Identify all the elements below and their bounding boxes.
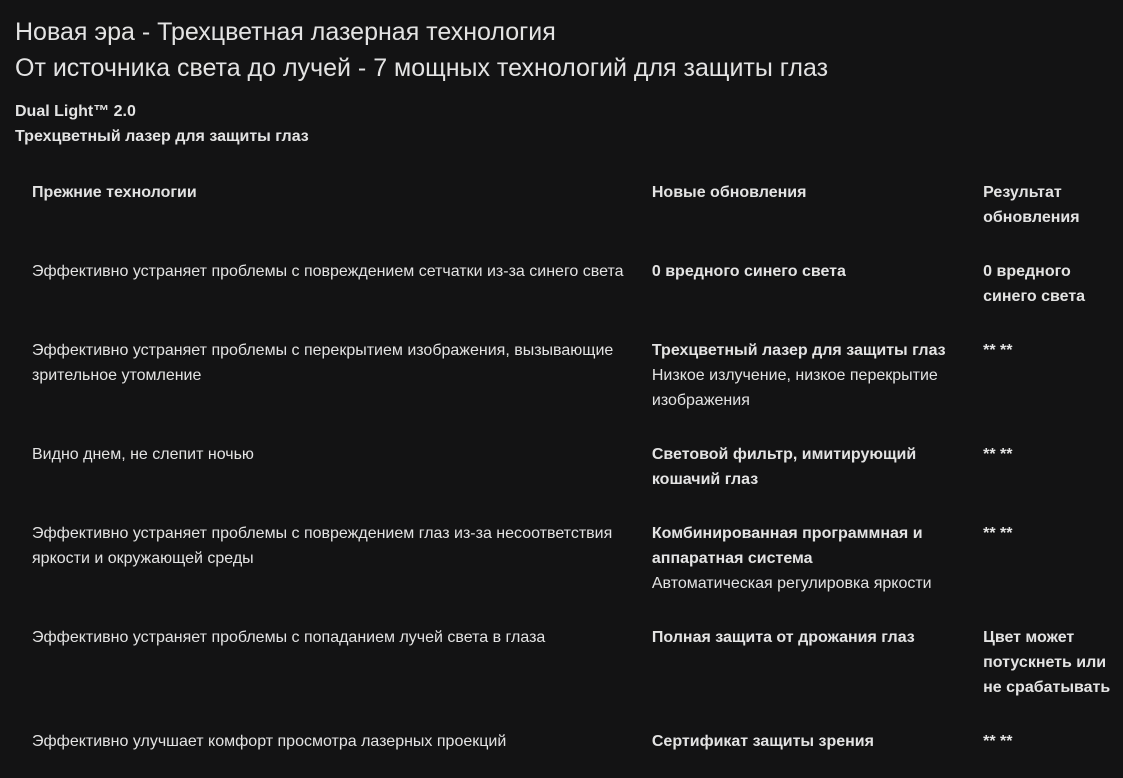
new-update-cell xyxy=(652,326,983,430)
page-title: Новая эра - Трехцветная лазерная технология xyxy=(15,18,556,46)
result-cell: ** ** xyxy=(983,525,1013,542)
new-update-title: Световой фильтр, имитирующий кошачий глаз xyxy=(651,446,917,488)
result-cell: ** ** xyxy=(983,446,1013,463)
new-update-cell xyxy=(652,430,983,509)
table-row xyxy=(18,613,1123,717)
new-update-title: Сертификат защиты зрения xyxy=(651,733,874,750)
old-tech-cell: Эффективно устраняет проблемы с повреждением сетчатки из-за синего света xyxy=(32,263,624,280)
product-tagline: Трехцветный лазер для защиты глаз xyxy=(15,128,309,145)
new-update-detail: Автоматическая регулировка яркости xyxy=(651,575,932,592)
old-tech-cell: Эффективно устраняет проблемы с попаданием лучей света в глаза xyxy=(32,629,546,646)
old-tech-cell: Видно днем, не слепит ночью xyxy=(32,446,254,463)
product-name: Dual Light™ 2.0 xyxy=(15,103,136,120)
old-tech-cell: Эффективно устраняет проблемы с повреждением глаз из-за несоответствия яркости и окружающей среды xyxy=(32,525,613,567)
page-header xyxy=(15,14,1110,86)
table-header-row xyxy=(18,168,1123,247)
old-tech-cell: Эффективно устраняет проблемы с перекрытием изображения, вызывающие зрительное утомление xyxy=(32,342,614,384)
table-row xyxy=(18,326,1123,430)
table-row xyxy=(18,247,1123,326)
new-update-cell xyxy=(652,509,983,613)
new-update-title: Трехцветный лазер для защиты глаз xyxy=(651,342,946,359)
product-subhead xyxy=(15,99,309,149)
page-subtitle: От источника света до лучей - 7 мощных технологий для защиты глаз xyxy=(15,54,829,82)
new-update-title: Полная защита от дрожания глаз xyxy=(651,629,915,646)
table-row xyxy=(18,717,1123,771)
header-old-tech: Прежние технологии xyxy=(32,184,197,201)
new-update-cell xyxy=(652,247,983,326)
result-cell: Цвет может потускнеть или не срабатывать xyxy=(983,629,1111,696)
header-result: Результат обновления xyxy=(983,184,1080,226)
result-cell: ** ** xyxy=(983,733,1013,750)
new-update-title: Комбинированная программная и аппаратная система xyxy=(651,525,923,567)
table-row xyxy=(18,509,1123,613)
header-new-updates: Новые обновления xyxy=(651,184,807,201)
result-cell: ** ** xyxy=(983,342,1013,359)
new-update-cell xyxy=(652,717,983,771)
new-update-cell xyxy=(652,613,983,717)
old-tech-cell: Эффективно улучшает комфорт просмотра лазерных проекций xyxy=(32,733,507,750)
table-row xyxy=(18,430,1123,509)
result-cell: 0 вредного синего света xyxy=(983,263,1086,305)
new-update-detail: Низкое излучение, низкое перекрытие изображения xyxy=(651,367,938,409)
comparison-table xyxy=(18,168,1123,771)
new-update-title: 0 вредного синего света xyxy=(651,263,846,280)
